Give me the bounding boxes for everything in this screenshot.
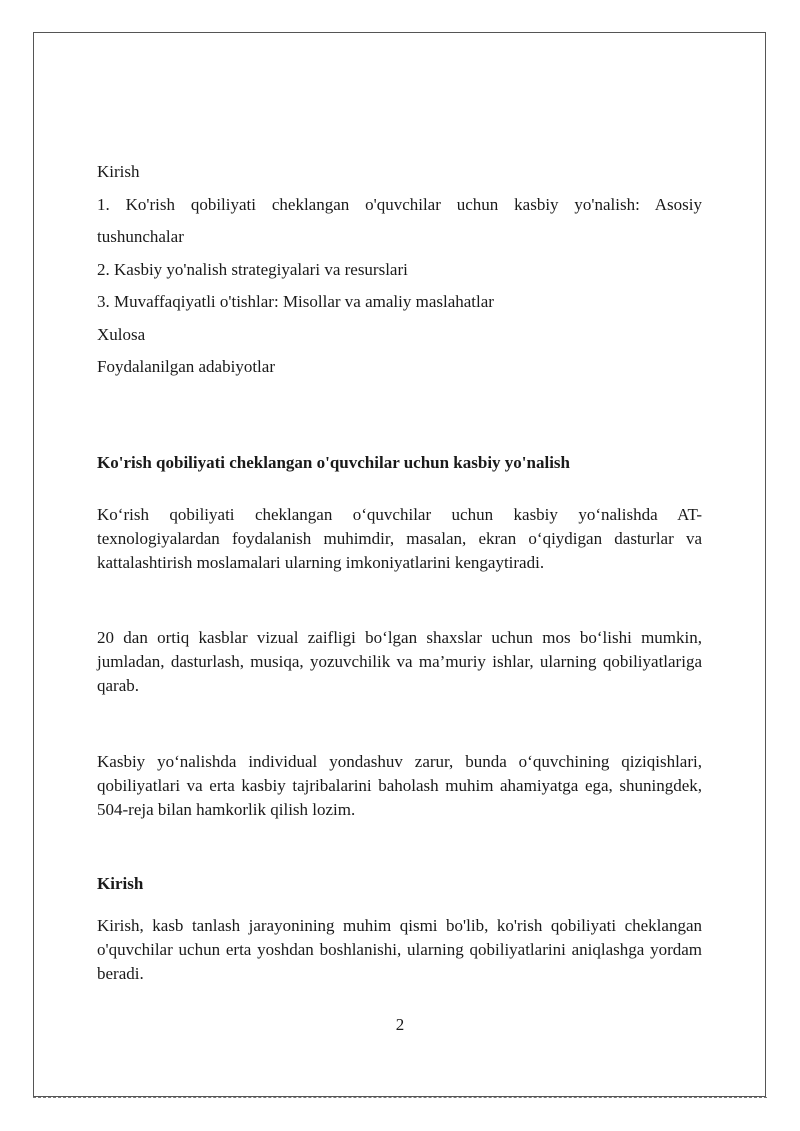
paragraph-3 <box>97 750 702 822</box>
paragraph-intro <box>97 914 702 986</box>
page-number: 2 <box>395 1015 405 1034</box>
section-title: Kirish <box>97 874 144 893</box>
toc-conclusion: Xulosa <box>97 324 146 344</box>
toc-intro: Kirish <box>97 162 140 181</box>
toc-item-1-continued: tushunchalar <box>97 227 184 246</box>
paragraph-text: Kasbiy yo‘nalishda individual yondashuv zarur, bunda o‘quvchining qiziqishlari, qobiliyatlari va erta kasbiy tajribalarini baholash muhim ahamiyatga ega, shuningdek, 504-reja bilan hamkorlik qilish lozim. <box>97 752 702 819</box>
section-heading <box>97 451 702 475</box>
paragraph-text: Kirish, kasb tanlash jarayonining muhim qismi bo'lib, ko'rish qobiliyati cheklangan o'quvchilar uchun erta yoshdan boshlanishi, ularning qobiliyatlarini aniqlashga yordam beradi. <box>97 916 702 983</box>
page-bottom-rule <box>33 1097 767 1098</box>
toc-item-3: 3. Muvaffaqiyatli o'tishlar: Misollar va amaliy maslahatlar <box>97 292 494 311</box>
toc-item-1: 1. Ko'rish qobiliyati cheklangan o'quvchilar uchun kasbiy yo'nalish: Asosiy <box>97 194 702 214</box>
paragraph-text: Ko‘rish qobiliyati cheklangan o‘quvchilar uchun kasbiy yo‘nalishda AT-texnologiyalardan foydalanish muhimdir, masalan, ekran o‘qiydigan dasturlar va kattalashtirish moslamalari ularning imkoniyatlarini kengaytiradi. <box>97 505 702 572</box>
table-of-contents <box>97 156 702 384</box>
toc-item-2: 2. Kasbiy yo'nalish strategiyalari va resurslari <box>97 259 408 279</box>
paragraph-text: 20 dan ortiq kasblar vizual zaifligi bo‘lgan shaxslar uchun mos bo‘lishi mumkin, jumladan, dasturlash, musiqa, yozuvchilik va ma’muriy ishlar, ularning qobiliyatlariga qarab. <box>97 628 702 695</box>
section-heading-intro <box>97 872 702 896</box>
section-title: Ko'rish qobiliyati cheklangan o'quvchilar uchun kasbiy yo'nalish <box>97 453 571 472</box>
toc-references: Foydalanilgan adabiyotlar <box>97 357 275 376</box>
paragraph-1 <box>97 503 702 575</box>
paragraph-2 <box>97 626 702 698</box>
